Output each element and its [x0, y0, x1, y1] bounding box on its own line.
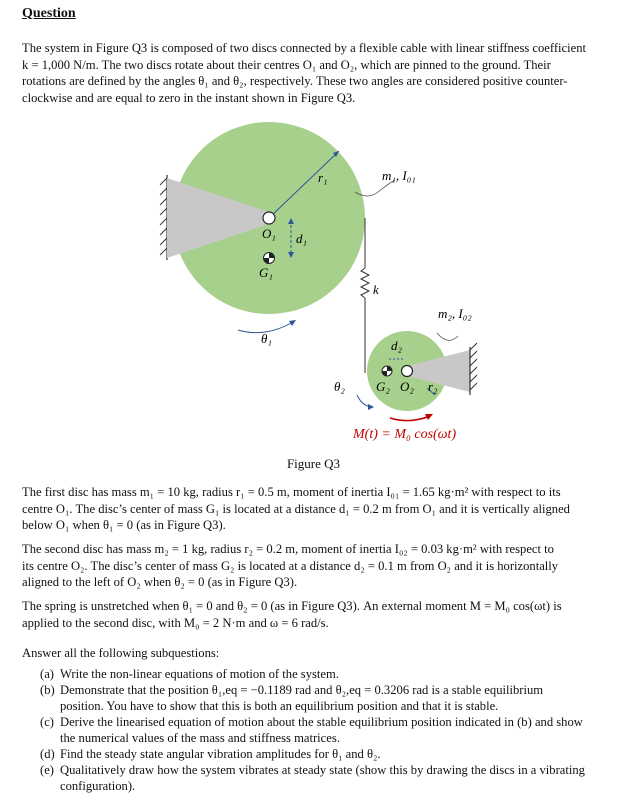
label-m2-i02: m₂, I₀₂ — [438, 306, 472, 321]
spring-k — [361, 268, 369, 298]
right-support — [470, 343, 477, 395]
label-r2: r₂ — [428, 379, 438, 394]
body-line: The second disc has mass m₂ = 1 kg, radius r₂ = 0.2 m, moment of inertia I₀₂ = 0.03 kg·m² with respect to — [22, 542, 554, 556]
left-support — [160, 175, 167, 260]
subquestion-text: position. You have to show that this is both an equilibrium position and that it is stable. — [60, 699, 499, 713]
label-theta1: θ₁ — [261, 331, 272, 346]
intro-line: The system in Figure Q3 is composed of two discs connected by a flexible cable with linear stiffness coefficient — [22, 41, 587, 55]
subquestion-text: Qualitatively draw how the system vibrates at steady state (show this by drawing the discs in a vibrating — [60, 763, 585, 777]
subquestion-e — [40, 762, 615, 794]
label-d2: d₂ — [391, 338, 403, 353]
intro-line: clockwise and are equal to zero in the instant shown in Figure Q3. — [22, 90, 356, 105]
pivot-o2 — [402, 366, 413, 377]
intro-line: k = 1,000 N/m. The two discs rotate about their centres O₁ and O₂, which are pinned to the ground. Their — [22, 57, 551, 72]
heading: Question — [22, 6, 76, 21]
body-line: centre O₁. The disc’s center of mass G₁ is located at a distance d₁ = 0.2 m from O₁ and it is vertically aligned — [22, 501, 570, 516]
disc2-paragraph — [22, 541, 610, 591]
subquestion-text: Derive the linearised equation of motion about the stable equilibrium position indicated in (b) and show — [60, 715, 583, 729]
subquestion-label: (e) — [40, 763, 54, 777]
subquestion-a — [40, 666, 615, 682]
disc1-paragraph — [22, 484, 610, 534]
spring-paragraph — [22, 598, 610, 631]
body-line: applied to the second disc, with M₀ = 2 N·m and ω = 6 rad/s. — [22, 615, 329, 630]
body-line: aligned to the left of O₂ when θ₂ = 0 (as in Figure Q3). — [22, 575, 298, 589]
subquestion-label: (a) — [40, 667, 54, 681]
label-o2: O₂ — [400, 379, 414, 394]
figure-caption: Figure Q3 — [286, 456, 341, 471]
label-g1: G₁ — [259, 265, 273, 280]
subquestion-c — [40, 714, 615, 746]
label-moment: M(t) = M₀ cos(ωt) — [353, 427, 457, 442]
subquestion-d — [40, 746, 615, 762]
subquestion-label: (c) — [40, 715, 54, 729]
pivot-o1 — [263, 212, 275, 224]
subquestion-text: Write the non-linear equations of motion of the system. — [60, 667, 339, 681]
subquestion-label: (d) — [40, 747, 55, 761]
com-g2 — [382, 366, 392, 376]
subquestion-text: configuration). — [60, 779, 136, 793]
subquestion-text: the numerical values of the mass and stiffness matrices. — [60, 731, 340, 745]
subquestion-text: Find the steady state angular vibration amplitudes for θ₁ and θ₂. — [60, 747, 381, 761]
label-g2: G₂ — [376, 379, 390, 394]
com-g1 — [264, 253, 275, 264]
intro-line: rotations are defined by the angles θ₁ and θ₂, respectively. These two angles are considered positive counter- — [22, 74, 568, 88]
answer-intro: Answer all the following subquestions: — [22, 646, 220, 660]
label-theta2: θ₂ — [334, 379, 345, 394]
body-line: The spring is unstretched when θ₁ = 0 and θ₂ = 0 (as in Figure Q3). An external moment M = M₀ cos(ωt) is — [22, 599, 562, 613]
label-m1-i01: m₁, I₀₁ — [382, 168, 416, 183]
body-line: below O₁ when θ₁ = 0 (as in Figure Q3). — [22, 518, 226, 532]
subquestion-text: Demonstrate that the position θ₁,eq = −0.1189 rad and θ₂,eq = 0.3206 rad is a stable equilibrium — [60, 683, 544, 697]
label-o1: O₁ — [262, 226, 276, 241]
subquestion-label: (b) — [40, 683, 55, 697]
theta2-arrowhead — [368, 404, 374, 410]
subquestion-b — [40, 682, 615, 714]
body-line: The first disc has mass m₁ = 10 kg, radius r₁ = 0.5 m, moment of inertia I₀₁ = 1.65 kg·m² with respect to its — [22, 485, 561, 499]
body-line: its centre O₂. The disc’s center of mass G₂ is located at a distance d₂ = 0.1 m from O₂ and it is horizontally — [22, 558, 559, 573]
subquestion-list — [40, 666, 615, 794]
m2-leader — [437, 333, 458, 340]
label-d1: d₁ — [296, 231, 308, 246]
label-r1: r₁ — [318, 170, 328, 185]
moment-arc — [390, 416, 430, 421]
theta1-arrowhead — [289, 320, 296, 326]
label-k: k — [373, 282, 379, 297]
